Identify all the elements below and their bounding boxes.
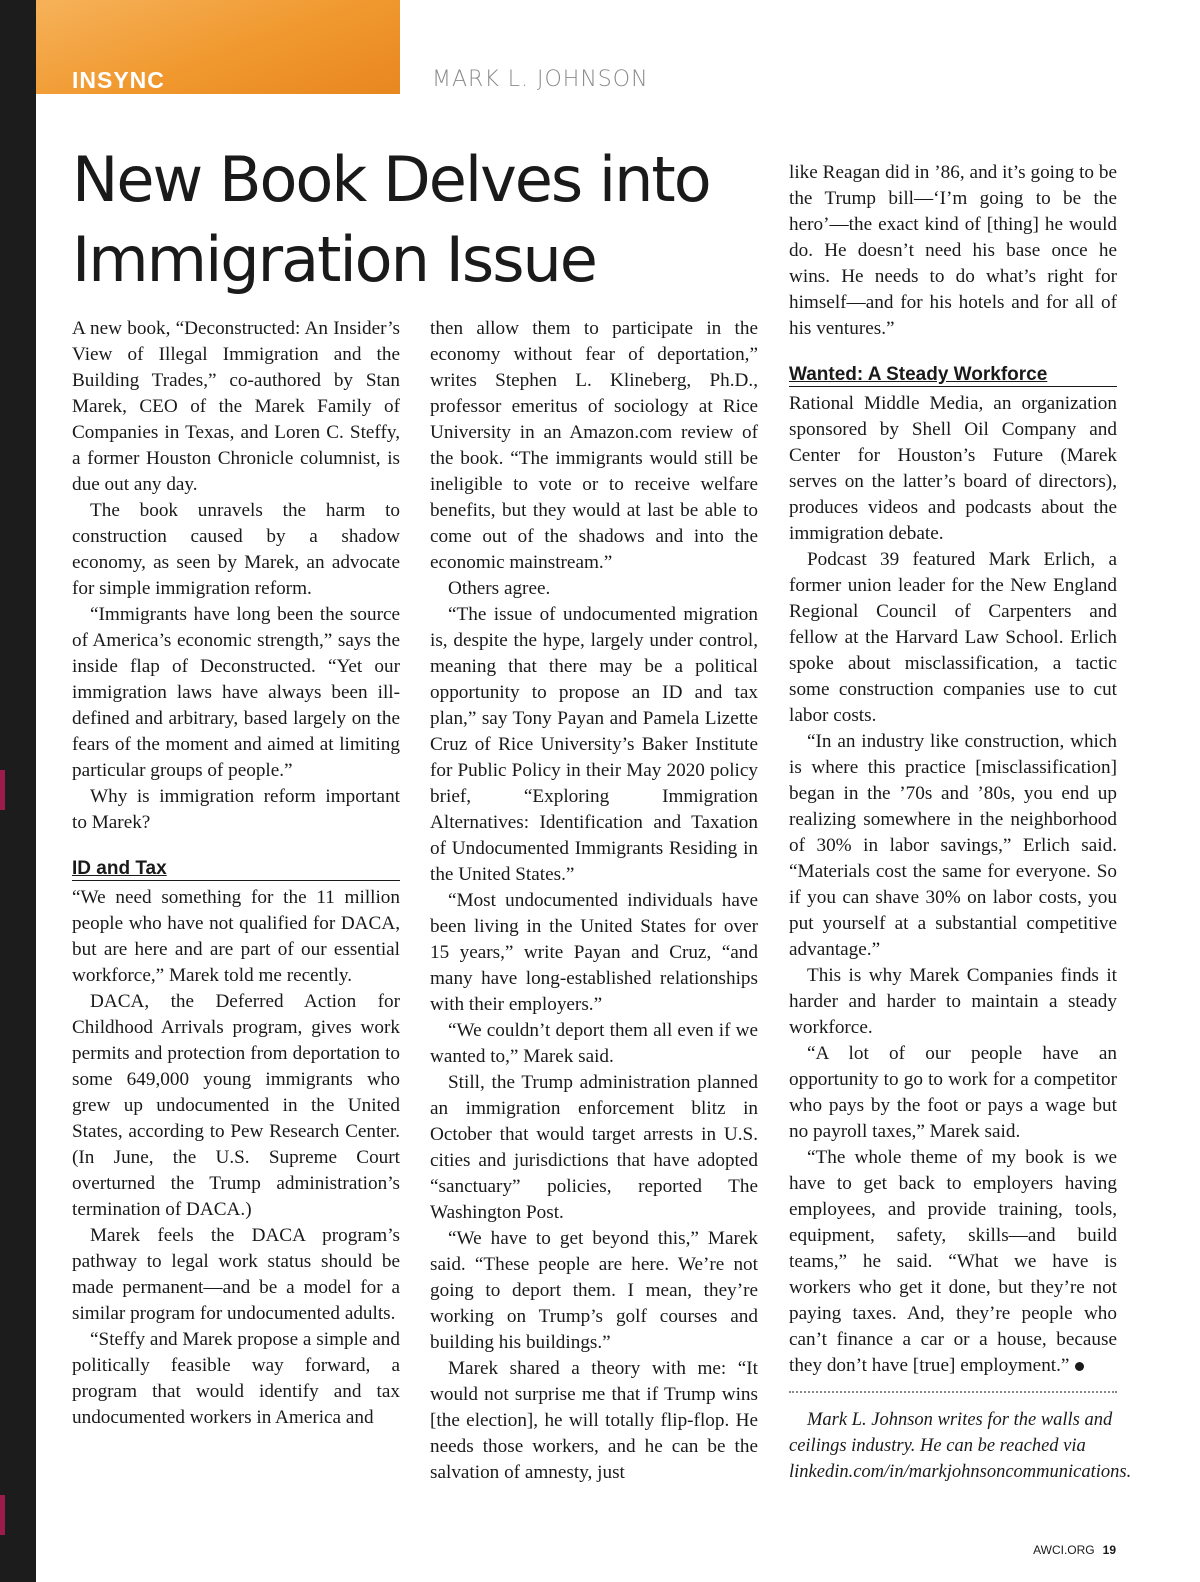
paragraph: A new book, “Deconstructed: An Insider’s View of Illegal Immigration and the Building Trades,” co-authored by Stan Marek, CEO of the Marek Family of Companies in Texas, and Loren C. Steffy, a former Houston Chronicle columnist, is due out any day. [72,318,400,495]
article-headline: New Book Delves into Immigration Issue [72,143,710,296]
paragraph: “We need something for the 11 million people who have not qualified for DACA, but are here and are part of our essential workforce,” Marek told me recently. [72,887,400,986]
author-byline: MARK L. JOHNSON [432,67,649,92]
paragraph: like Reagan did in ’86, and it’s going to be the Trump bill—‘I’m going to be the hero’—the exact kind of [thing] he would do. He doesn’t need his base once he wins. He needs to do what’s right for himself—and for his hotels and for all of his ventures.” [789,162,1117,339]
paragraph: DACA, the Deferred Action for Childhood Arrivals program, gives work permits and protection from deportation to some 649,000 young immigrants who grew up undocumented in the United States, according to Pew Research Center. (In June, the U.S. Supreme Court overturned the Trump administration’s termination of DACA.) [72,991,400,1220]
paragraph: “Steffy and Marek propose a simple and politically feasible way forward, a program that would identify and tax undocumented workers in America and [72,1329,400,1428]
paragraph: Rational Middle Media, an organization sponsored by Shell Oil Company and Center for Houston’s Future (Marek serves on the latter’s board of directors), produces videos and podcasts about the immigration debate. [789,393,1117,544]
spine-marker-bottom [0,1495,5,1535]
paragraph: The book unravels the harm to construction caused by a shadow economy, as seen by Marek, an advocate for simple immigration reform. [72,500,400,599]
paragraph: Marek feels the DACA program’s pathway to legal work status should be made permanent—and be a model for a similar program for undocumented adults. [72,1225,400,1324]
section-label: INSYNC [72,67,165,93]
paragraph: This is why Marek Companies finds it harder and harder to maintain a steady workforce. [789,965,1117,1038]
paragraph-text: “The whole theme of my book is we have to get back to employers having employees, and provide training, tools, equipment, safety, skills—and build teams,” he said. “What we have is workers who get it done, but they’re not paying taxes. And, they’re people who can’t finance a car or a house, because they don’t have [true] employment.” [789,1147,1117,1376]
spine-marker-top [0,770,5,810]
paragraph: “A lot of our people have an opportunity to go to work for a competitor who pays by the foot or pays a wage but no payroll taxes,” Marek said. [789,1043,1117,1142]
paragraph: then allow them to participate in the economy without fear of deportation,” writes Stephen L. Klineberg, Ph.D., professor emeritus of sociology at Rice University in an Amazon.com review of the book. “The immigrants would still be ineligible to vote or to receive welfare benefits, but they would at last be able to come out of the shadows and into the economic mainstream.” [430,318,758,573]
article-column-2 [430,316,758,1486]
spacer [789,342,1117,364]
paragraph: Others agree. [448,578,551,599]
paragraph: “Most undocumented individuals have been living in the United States for over 15 years,” write Payan and Cruz, “and many have long-established relationships with their employers.” [430,890,758,1015]
paragraph: “The issue of undocumented migration is, despite the hype, largely under control, meaning that there may be a political opportunity to propose an ID and tax plan,” say Tony Payan and Pamela Lizette Cruz of Rice University’s Baker Institute for Public Policy in their May 2020 policy brief, “Exploring Immigration Alternatives: Identification and Taxation of Undocumented Immigrants Residing in the United States.” [430,604,758,885]
subhead-id-and-tax: ID and Tax [72,858,400,881]
paragraph: “We have to get beyond this,” Marek said. “These people are here. We’re not going to deport them. I mean, they’re working on Trump’s golf courses and building his buildings.” [430,1228,758,1353]
paragraph: Why is immigration reform important to Marek? [72,786,400,833]
page-footer [1033,1543,1116,1557]
bio-divider [789,1391,1117,1393]
spacer [72,836,400,858]
page-spine [0,0,36,1582]
footer-site: AWCI.ORG [1033,1543,1095,1557]
paragraph [789,1145,1117,1379]
paragraph: Podcast 39 featured Mark Erlich, a former union leader for the New England Regional Council of Carpenters and fellow at the Harvard Law School. Erlich spoke about misclassification, a tactic some construction companies use to cut labor costs. [789,549,1117,726]
paragraph: “In an industry like construction, which is where this practice [misclassification] began in the ’70s and ’80s, you end up realizing somewhere in the neighborhood of 30% in labor savings,” Erlich said. “Materials cost the same for everyone. So if you can shave 30% on labor costs, you put yourself at a substantial competitive advantage.” [789,731,1117,960]
paragraph: “Immigrants have long been the source of America’s economic strength,” says the inside flap of Deconstructed. “Yet our immigration laws have always been ill-defined and arbitrary, based largely on the fears of the moment and aimed at limiting particular groups of people.” [72,604,400,781]
paragraph: Marek shared a theory with me: “It would not surprise me that if Trump wins [the election], he will totally flip-flop. He needs those workers, and he can be the salvation of amnesty, just [430,1358,758,1483]
page-number: 19 [1102,1543,1116,1557]
subhead-steady-workforce: Wanted: A Steady Workforce [789,364,1117,387]
article-column-3 [789,160,1132,1485]
paragraph: “We couldn’t deport them all even if we wanted to,” Marek said. [430,1020,758,1067]
paragraph: Still, the Trump administration planned an immigration enforcement blitz in October that would target arrests in U.S. cities and jurisdictions that have adopted “sanctuary” policies, reported The Washington Post. [430,1072,758,1223]
author-bio: Mark L. Johnson writes for the walls and ceilings industry. He can be reached via linkedin.com/in/markjohnsoncommunications. [789,1410,1132,1482]
end-of-article-icon [1075,1362,1084,1371]
article-column-1 [72,316,400,1431]
